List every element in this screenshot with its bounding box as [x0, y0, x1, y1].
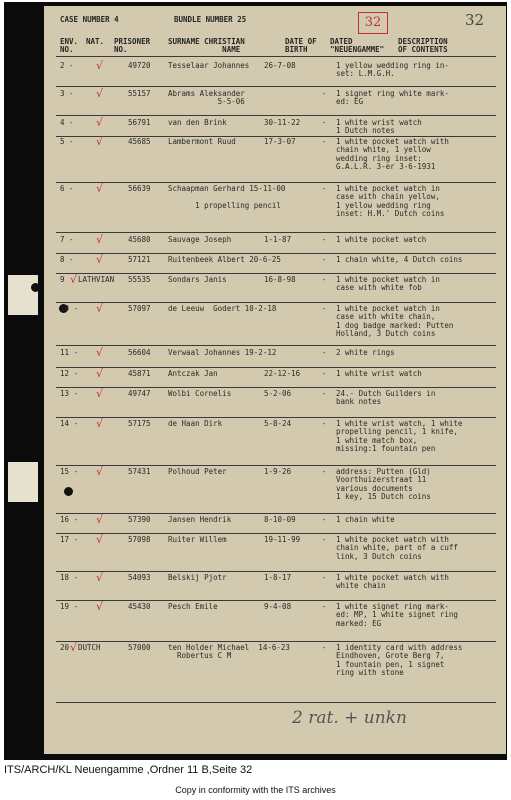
row-description: 1 identity card with address Eindhoven, Grote Berg 7, 1 fountain pen, 1 signet ring with stone — [336, 643, 463, 678]
row-prisoner-number: 57097 — [128, 304, 151, 313]
row-separator — [56, 86, 496, 87]
row-separator — [56, 533, 496, 534]
row-env-number: 9 — [60, 275, 65, 284]
col-prisoner-header: PRISONER NO. — [114, 37, 151, 55]
row-description: 1 signet ring white mark- ed: EG — [336, 89, 449, 107]
row-birth-date: 22-12-16 — [264, 369, 301, 378]
archive-reference: ITS/ARCH/KL Neuengamme ,Ordner 11 B,Seite 32 — [4, 764, 253, 776]
row-description: 1 white signet ring mark- ed: MP, 1 white signet ring marked: EG — [336, 602, 458, 628]
row-birth-date: 30-11-22 — [264, 118, 301, 127]
row-birth-date: 16-8-98 — [264, 275, 296, 284]
row-separator — [56, 182, 496, 183]
row-separator — [56, 232, 496, 233]
row-birth-date: 5-8-24 — [264, 419, 292, 428]
row-description: 1 white pocket watch with chain white, 1 yellow wedding ring inset: G.A.L.R. 3-er 3-6-1931 — [336, 137, 449, 172]
row-separator — [56, 273, 496, 274]
row-name: Tesselaar Johannes — [168, 61, 250, 70]
row-env-number: 8 - — [60, 255, 74, 264]
row-dated: - — [322, 304, 327, 313]
row-prisoner-number: 45680 — [128, 235, 151, 244]
check-mark-icon: √ — [70, 641, 78, 654]
row-dated: - — [322, 467, 327, 476]
row-name: Belskij Pjotr — [168, 573, 227, 582]
header-rule — [56, 56, 496, 57]
row-name: de Leeuw Godert 10-2-18 — [168, 304, 277, 313]
row-description: 1 white wrist watch, 1 white propelling pencil, 1 knife, 1 white match box, missing:1 fountain pen — [336, 419, 463, 454]
row-description: 1 white wrist watch 1 Dutch notes — [336, 118, 422, 136]
check-mark-icon: √ — [96, 600, 104, 613]
row-dated: - — [322, 255, 327, 264]
row-prisoner-number: 45430 — [128, 602, 151, 611]
row-description: 1 white wrist watch — [336, 369, 422, 378]
row-name: Ruitenbeek Albert 20-6-25 — [168, 255, 281, 264]
row-nationality: LATHVIAN — [78, 275, 115, 284]
row-env-number: 16 - — [60, 515, 79, 524]
row-dated: - — [322, 89, 327, 98]
row-description: 2 white rings — [336, 348, 395, 357]
check-mark-icon: √ — [96, 571, 104, 584]
handwritten-note: 2 rat. + unkn — [292, 708, 407, 728]
row-separator — [56, 513, 496, 514]
handwritten-page-number: 32 — [465, 11, 485, 29]
row-dated: - — [322, 348, 327, 357]
row-name: Verwaal Johannes 19-2-12 — [168, 348, 277, 357]
row-name: Sondars Janis — [168, 275, 227, 284]
check-mark-icon: √ — [96, 253, 104, 266]
col-name-header: SURNAME CHRISTIAN NAME — [168, 37, 245, 55]
col-birth-header: DATE OF BIRTH — [285, 37, 317, 55]
col-env-header: ENV. NO. — [60, 37, 79, 55]
row-description: 1 white pocket watch in case with chain yellow, 1 yellow wedding ring inset: H.M.' Dutch coins — [336, 184, 445, 219]
row-birth-date: 1-1-87 — [264, 235, 292, 244]
check-mark-icon: √ — [96, 135, 104, 148]
row-birth-date: 19-11-99 — [264, 535, 301, 544]
row-prisoner-number: 56791 — [128, 118, 151, 127]
check-mark-icon: √ — [96, 417, 104, 430]
row-prisoner-number: 57175 — [128, 419, 151, 428]
row-birth-date: 1-9-26 — [264, 467, 292, 476]
punch-hole — [31, 283, 40, 292]
row-birth-date: 8-10-09 — [264, 515, 296, 524]
row-dated: - — [322, 515, 327, 524]
row-description: address: Putten (Gld) Voorthuizerstraat 11 various documents 1 key, 15 Dutch coins — [336, 467, 431, 502]
row-prisoner-number: 55157 — [128, 89, 151, 98]
check-mark-icon: √ — [96, 87, 104, 100]
check-mark-icon: √ — [96, 182, 104, 195]
row-separator — [56, 641, 496, 642]
row-nationality: DUTCH — [78, 643, 101, 652]
row-description: 1 white pocket watch — [336, 235, 427, 244]
row-prisoner-number: 56639 — [128, 184, 151, 193]
row-separator — [56, 417, 496, 418]
row-name: Polhoud Peter — [168, 467, 227, 476]
row-description: 24.- Dutch Guilders in bank notes — [336, 389, 436, 407]
row-prisoner-number: 55535 — [128, 275, 151, 284]
row-separator — [56, 600, 496, 601]
row-dated: - — [322, 535, 327, 544]
row-description: 1 chain white — [336, 515, 395, 524]
row-description: 1 yellow wedding ring in- set: L.M.G.H. — [336, 61, 449, 79]
row-separator — [56, 302, 496, 303]
row-dated: - — [322, 118, 327, 127]
row-description: 1 white pocket watch with white chain — [336, 573, 449, 591]
row-description: 1 chain white, 4 Dutch coins — [336, 255, 463, 264]
row-name: ten Holder Michael 14-6-23 Robertus C M — [168, 643, 290, 661]
row-prisoner-number: 57431 — [128, 467, 151, 476]
row-env-number: 20 — [60, 643, 70, 652]
row-dated: - — [322, 235, 327, 244]
row-env-number: 6 - — [60, 184, 74, 193]
row-env-number: 7 - — [60, 235, 74, 244]
case-number: CASE NUMBER 4 — [60, 15, 119, 24]
check-mark-icon: √ — [96, 367, 104, 380]
check-mark-icon: √ — [96, 465, 104, 478]
row-env-number: 14 - — [60, 419, 79, 428]
row-birth-date: 17-3-07 — [264, 137, 296, 146]
row-prisoner-number: 57390 — [128, 515, 151, 524]
binder-holes-bottom — [8, 462, 38, 502]
row-env-number: 12 - — [60, 369, 79, 378]
row-prisoner-number: 57121 — [128, 255, 151, 264]
row-env-number: 11 - — [60, 348, 79, 357]
row-name: Lambermont Ruud — [168, 137, 236, 146]
row-dated: - — [322, 419, 327, 428]
row-env-number: 3 - — [60, 89, 74, 98]
row-env-number: 18 - — [60, 573, 79, 582]
row-env-number: 5 - — [60, 137, 74, 146]
row-dated: - — [322, 184, 327, 193]
row-separator — [56, 367, 496, 368]
row-env-number: 19 - — [60, 602, 79, 611]
row-separator — [56, 345, 496, 346]
row-env-number: 4 - — [60, 118, 74, 127]
row-prisoner-number: 45685 — [128, 137, 151, 146]
row-name: van den Brink — [168, 118, 227, 127]
check-mark-icon: √ — [96, 513, 104, 526]
check-mark-icon: √ — [96, 116, 104, 129]
row-env-number: 10 - — [60, 304, 79, 313]
row-prisoner-number: 54093 — [128, 573, 151, 582]
punch-hole — [64, 487, 73, 496]
check-mark-icon: √ — [96, 387, 104, 400]
row-prisoner-number: 57098 — [128, 535, 151, 544]
bundle-number: BUNDLE NUMBER 25 — [174, 15, 247, 24]
check-mark-icon: √ — [70, 273, 78, 286]
row-birth-date: 1-8-17 — [264, 573, 292, 582]
check-mark-icon: √ — [96, 59, 104, 72]
row-separator — [56, 702, 496, 703]
row-env-number: 2 - — [60, 61, 74, 70]
check-mark-icon: √ — [96, 302, 104, 315]
row-separator — [56, 571, 496, 572]
binder-holes-top — [8, 275, 38, 315]
row-birth-date: 26-7-08 — [264, 61, 296, 70]
col-nat-header: NAT. — [86, 37, 105, 46]
row-prisoner-number: 49747 — [128, 389, 151, 398]
row-separator — [56, 253, 496, 254]
check-mark-icon: √ — [96, 346, 104, 359]
row-dated: - — [322, 275, 327, 284]
row-dated: - — [322, 389, 327, 398]
row-prisoner-number: 56604 — [128, 348, 151, 357]
conformity-note: Copy in conformity with the ITS archives — [175, 785, 336, 795]
row-prisoner-number: 45871 — [128, 369, 151, 378]
page-stamp: 32 — [358, 12, 388, 34]
row-birth-date: 5-2-06 — [264, 389, 292, 398]
row-dated: - — [322, 369, 327, 378]
check-mark-icon: √ — [96, 533, 104, 546]
row-name: Wolbi Cornelis — [168, 389, 232, 398]
row-separator — [56, 465, 496, 466]
row-dated: - — [322, 137, 327, 146]
row-description: 1 white pocket watch with chain white, part of a cuff link, 3 Dutch coins — [336, 535, 458, 561]
row-dated: - — [322, 573, 327, 582]
row-name: Sauvage Joseph — [168, 235, 232, 244]
row-name: Antczak Jan — [168, 369, 218, 378]
check-mark-icon: √ — [96, 233, 104, 246]
row-separator — [56, 115, 496, 116]
row-name: de Haan Dirk — [168, 419, 223, 428]
row-name: Ruiter Willem — [168, 535, 227, 544]
row-name: Abrams Aleksander 5-5-06 — [168, 89, 245, 107]
row-env-number: 15 - — [60, 467, 79, 476]
row-prisoner-number: 57000 — [128, 643, 151, 652]
row-separator — [56, 387, 496, 388]
row-description: 1 white pocket watch in case with white chain, 1 dog badge marked: Putten Holland, 3 Dutch coins — [336, 304, 454, 339]
col-dated-header: DATED "NEUENGAMME" — [330, 37, 385, 55]
row-birth-date: 9-4-08 — [264, 602, 292, 611]
col-desc-header: DESCRIPTION OF CONTENTS — [398, 37, 448, 55]
row-env-number: 13 - — [60, 389, 79, 398]
row-env-number: 17 - — [60, 535, 79, 544]
row-prisoner-number: 49720 — [128, 61, 151, 70]
row-description: 1 white pocket watch in case with white fob — [336, 275, 440, 293]
row-dated: - — [322, 602, 327, 611]
row-dated: - — [322, 643, 327, 652]
row-name: Jansen Hendrik — [168, 515, 232, 524]
row-name: Schaapman Gerhard 15-11-00 1 propelling pencil — [168, 184, 286, 210]
row-name: Pesch Emile — [168, 602, 218, 611]
